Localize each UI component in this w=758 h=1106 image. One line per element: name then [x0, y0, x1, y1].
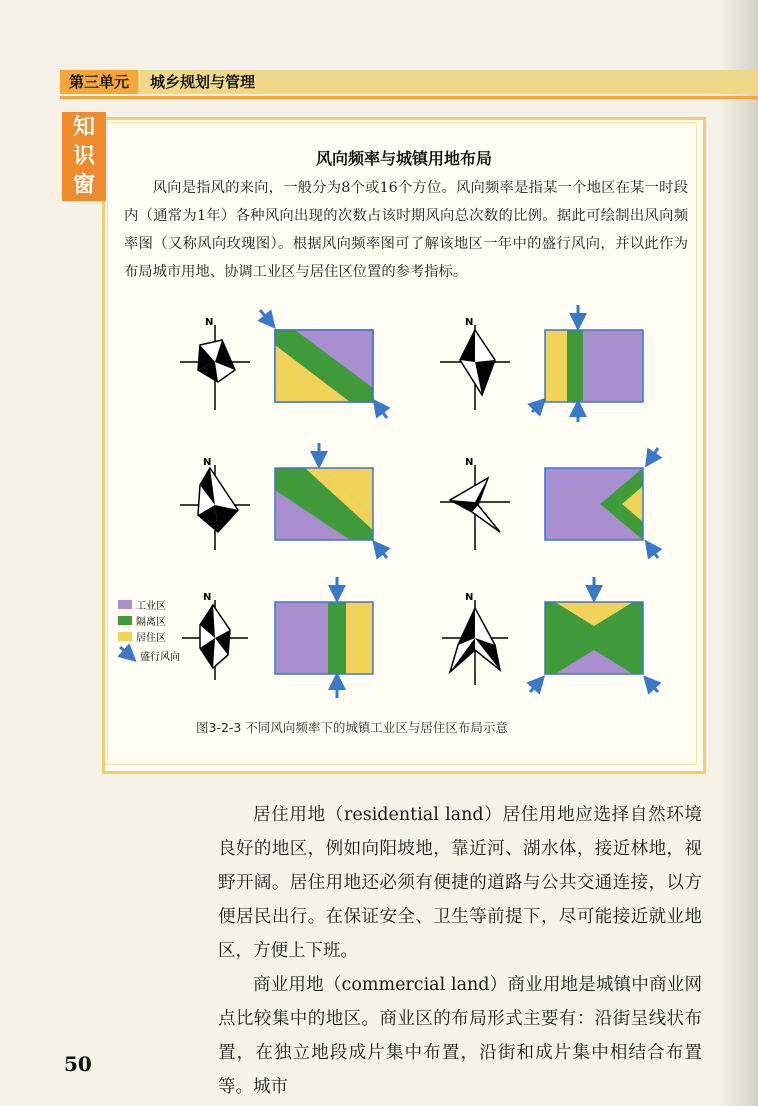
box-text	[124, 174, 688, 286]
wind-rose-6	[442, 592, 508, 685]
header-rule	[60, 96, 758, 99]
north-label: N	[205, 317, 214, 328]
layout-map-3	[275, 443, 387, 558]
north-label: N	[465, 457, 474, 468]
unit-label: 第三单元	[60, 70, 138, 94]
tag-char-3: 窗	[72, 173, 95, 198]
wind-rose-4	[440, 457, 510, 550]
tag-char-2: 识	[72, 144, 95, 169]
wind-rose-5	[182, 592, 248, 680]
wind-rose-2	[440, 317, 510, 410]
page-number: 50	[64, 1052, 92, 1076]
layout-map-5	[275, 577, 373, 698]
layout-map-6	[530, 577, 658, 692]
legend-label-residential: 居住区	[136, 633, 166, 644]
tag-char-1: 知	[72, 115, 95, 140]
section-title: 城乡规划与管理	[150, 73, 256, 91]
figure-caption: 图3-2-3 不同风向频率下的城镇工业区与居住区布局示意	[196, 720, 508, 735]
box-paragraph: 风向是指风的来向，一般分为8个或16个方位。风向频率是指某一个地区在某一时段内（通常为1年）各种风向出现的次数占该时期风向总次数的比例。据此可绘制出风向频率图（又称风向玫瑰图）。根据风向频率图可了解该地区一年中的盛行风向，并以此作为布局城市用地、协调工业区与居住区位置的参考指标。	[124, 180, 688, 280]
legend-swatch-residential	[118, 632, 132, 641]
page-edge-shadow	[718, 0, 758, 1106]
layout-map-4	[545, 448, 658, 558]
north-label: N	[465, 592, 474, 603]
paragraph-commercial-land: 商业用地（commercial land）商业用地是城镇中商业网点比较集中的地区。商业区的布局形式主要有：沿街呈线状布置，在独立地段成片集中布置，沿街和成片集中相结合布置等。城市	[218, 975, 702, 1097]
legend-swatch-industrial	[118, 600, 132, 609]
legend-swatch-buffer	[118, 616, 132, 625]
north-label: N	[203, 457, 212, 468]
layout-map-1	[260, 310, 387, 418]
legend	[118, 599, 180, 663]
wind-rose-figure	[100, 300, 700, 720]
wind-rose-1	[180, 317, 250, 410]
north-label: N	[203, 592, 212, 603]
arrow-icon	[120, 647, 130, 656]
box-title: 风向频率与城镇用地布局	[315, 149, 492, 168]
legend-label-buffer: 隔离区	[136, 617, 166, 628]
knowledge-window-tag	[62, 112, 106, 201]
north-label: N	[465, 317, 474, 328]
paragraph-residential-land: 居住用地（residential land）居住用地应选择自然环境良好的地区，例如向阳坡地，靠近河、湖水体，接近林地，视野开阔。居住用地还必须有便捷的道路与公共交通连接，以方便居民出行。在保证安全、卫生等前提下，尽可能接近就业地区，方便上下班。	[218, 805, 702, 961]
layout-map-2	[532, 305, 643, 422]
wind-rose-3	[180, 457, 250, 550]
legend-label-wind: 盛行风向	[140, 652, 180, 663]
body-text	[218, 798, 702, 1104]
legend-label-industrial: 工业区	[136, 601, 166, 612]
